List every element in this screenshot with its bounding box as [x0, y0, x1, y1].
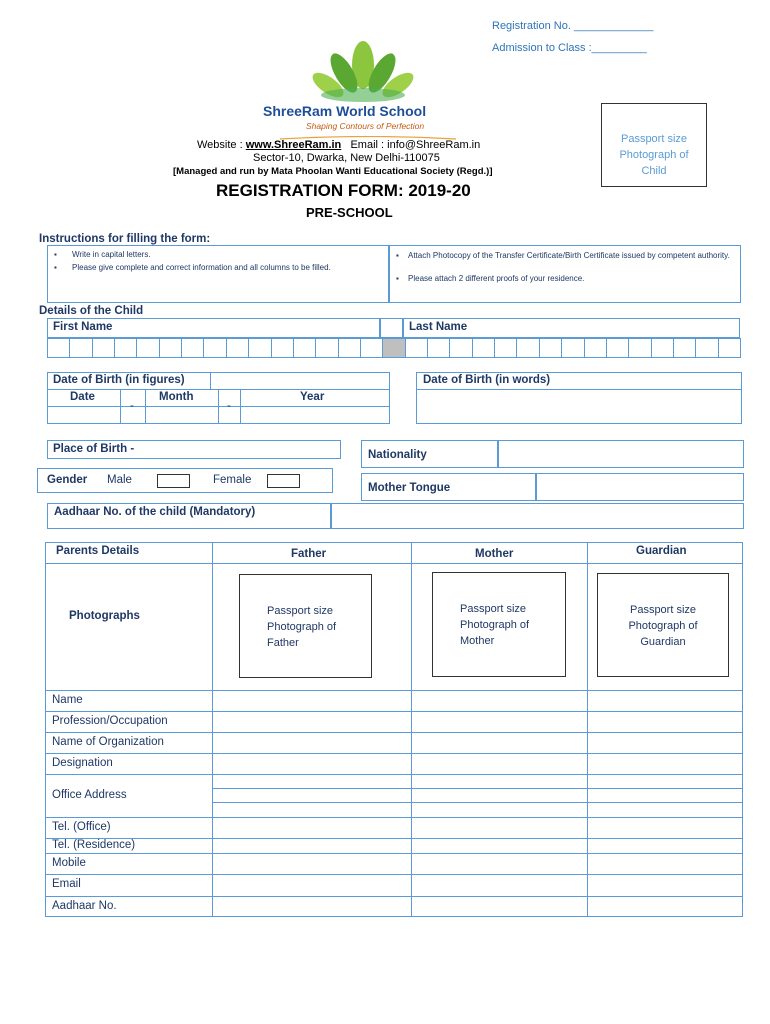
father-detail-input[interactable] — [212, 874, 411, 896]
name-letter-cell[interactable] — [159, 338, 182, 358]
name-letter-cell[interactable] — [69, 338, 92, 358]
parent-row-label: Tel. (Office) — [52, 820, 111, 833]
name-letter-cell[interactable] — [136, 338, 159, 358]
mother-tongue-label-box — [361, 473, 536, 501]
row-divider — [45, 874, 743, 875]
form-subtitle: PRE-SCHOOL — [306, 205, 393, 220]
instructions-left-box — [47, 245, 389, 303]
row-divider — [45, 896, 743, 897]
aadhaar-input[interactable] — [331, 503, 744, 529]
mother-detail-input[interactable] — [411, 732, 587, 753]
row-divider — [45, 711, 743, 712]
parent-row-label: Designation — [52, 756, 113, 769]
guardian-detail-input[interactable] — [587, 732, 743, 753]
child-photo-box[interactable] — [601, 103, 707, 187]
name-letter-cell — [382, 338, 405, 358]
email-text: Email : info@ShreeRam.in — [350, 139, 481, 151]
guardian-detail-input[interactable] — [587, 838, 743, 853]
row-divider — [45, 732, 743, 733]
date-label: Date — [70, 391, 95, 403]
mother-header: Mother — [475, 548, 514, 560]
name-letter-cell[interactable] — [673, 338, 696, 358]
father-detail-input[interactable] — [212, 817, 411, 838]
form-title: REGISTRATION FORM: 2019-20 — [216, 181, 471, 200]
guardian-detail-input[interactable] — [587, 711, 743, 732]
last-name-header — [403, 318, 740, 338]
name-letter-cell[interactable] — [92, 338, 115, 358]
mother-detail-input[interactable] — [411, 774, 587, 817]
month-input[interactable] — [145, 406, 219, 424]
name-letter-cell[interactable] — [360, 338, 383, 358]
father-detail-input[interactable] — [212, 896, 411, 917]
father-detail-input[interactable] — [212, 690, 411, 711]
instructions-right-box — [389, 245, 741, 303]
parent-row-label: Profession/Occupation — [52, 714, 168, 727]
nationality-label: Nationality — [368, 449, 427, 461]
dob-dash: - — [227, 400, 231, 412]
aadhaar-label-box — [47, 503, 331, 529]
name-letter-cell[interactable] — [427, 338, 450, 358]
dob-words-input[interactable] — [416, 389, 742, 424]
guardian-detail-input[interactable] — [587, 774, 743, 817]
gender-label: Gender — [47, 474, 88, 486]
month-label: Month — [159, 391, 194, 403]
name-gap — [380, 318, 403, 338]
managed-by: [Managed and run by Mata Phoolan Wanti Educational Society (Regd.)] — [173, 166, 493, 177]
instruction-item: ▪ Write in capital letters. — [54, 250, 151, 259]
mother-photo-box[interactable] — [432, 572, 566, 677]
mother-detail-input[interactable] — [411, 853, 587, 874]
last-name-label: Last Name — [409, 321, 468, 333]
name-letter-cell[interactable] — [338, 338, 361, 358]
name-letter-cell[interactable] — [718, 338, 741, 358]
name-letter-cell[interactable] — [561, 338, 584, 358]
male-label: Male — [107, 474, 132, 486]
row-divider — [45, 774, 743, 775]
child-section-title: Details of the Child — [39, 305, 144, 317]
first-name-header — [47, 318, 380, 338]
father-detail-input[interactable] — [212, 838, 411, 853]
name-letter-cell[interactable] — [114, 338, 137, 358]
parent-row-label: Tel. (Residence) — [52, 838, 136, 851]
name-letter-cell[interactable] — [203, 338, 226, 358]
mother-photo-label: Passport size Photograph of Mother — [460, 603, 530, 647]
aadhaar-label: Aadhaar No. of the child (Mandatory) — [54, 506, 256, 518]
name-letter-cell[interactable] — [539, 338, 562, 358]
row-divider — [45, 853, 743, 854]
name-letter-cell[interactable] — [405, 338, 428, 358]
guardian-detail-input[interactable] — [587, 874, 743, 896]
name-letter-cell[interactable] — [315, 338, 338, 358]
mother-detail-input[interactable] — [411, 874, 587, 896]
name-letter-cell[interactable] — [606, 338, 629, 358]
guardian-detail-input[interactable] — [587, 753, 743, 774]
child-photo-label: Passport size Photograph of Child — [619, 133, 689, 177]
name-letter-cell[interactable] — [449, 338, 472, 358]
father-photo-label: Passport size Photograph of Father — [267, 605, 337, 649]
mother-detail-input[interactable] — [411, 896, 587, 917]
name-letter-cell[interactable] — [584, 338, 607, 358]
name-letter-cell[interactable] — [695, 338, 718, 358]
row-divider — [45, 753, 743, 754]
name-letter-cell[interactable] — [293, 338, 316, 358]
father-photo-box[interactable] — [239, 574, 372, 678]
name-letter-cell[interactable] — [516, 338, 539, 358]
parent-details-rows — [45, 690, 743, 917]
name-letter-cell[interactable] — [181, 338, 204, 358]
mother-detail-input[interactable] — [411, 817, 587, 838]
parent-row-label: Aadhaar No. — [52, 899, 117, 912]
father-detail-input[interactable] — [212, 774, 411, 817]
father-detail-input[interactable] — [212, 753, 411, 774]
guardian-detail-input[interactable] — [587, 853, 743, 874]
address-subline — [212, 802, 743, 803]
instruction-item: ▪ Please give complete and correct information and all columns to be filled. — [54, 263, 331, 272]
year-label: Year — [300, 391, 325, 403]
registration-no-field[interactable]: Registration No. _____________ — [492, 20, 654, 32]
address-subline — [212, 788, 743, 789]
dob-figures-label: Date of Birth (in figures) — [53, 374, 185, 386]
school-name: ShreeRam World School — [263, 103, 427, 119]
website-label: Website : — [197, 139, 246, 151]
row-divider — [45, 838, 743, 839]
mother-detail-input[interactable] — [411, 690, 587, 711]
name-letter-cells — [47, 338, 740, 358]
parents-details-header: Parents Details — [56, 545, 140, 557]
instruction-item: ▪ Please attach 2 different proofs of your residence. — [396, 274, 585, 283]
mother-detail-input[interactable] — [411, 753, 587, 774]
guardian-detail-input[interactable] — [587, 690, 743, 711]
male-checkbox[interactable] — [157, 474, 190, 488]
parent-row-label: Mobile — [52, 856, 86, 869]
admission-class-field[interactable]: Admission to Class :_________ — [492, 42, 647, 54]
first-name-label: First Name — [53, 321, 113, 333]
guardian-detail-input[interactable] — [587, 817, 743, 838]
name-letter-cell[interactable] — [271, 338, 294, 358]
guardian-photo-box[interactable] — [597, 573, 729, 677]
date-input[interactable] — [47, 406, 121, 424]
dob-words-label: Date of Birth (in words) — [423, 374, 551, 386]
guardian-detail-input[interactable] — [587, 896, 743, 917]
father-detail-input[interactable] — [212, 853, 411, 874]
father-detail-input[interactable] — [212, 732, 411, 753]
female-checkbox[interactable] — [267, 474, 300, 488]
parent-row-label: Office Address — [52, 788, 127, 801]
nationality-label-box — [361, 440, 498, 468]
mother-tongue-label: Mother Tongue — [368, 482, 451, 494]
instruction-item: ▪ Attach Photocopy of the Transfer Certificate/Birth Certificate issued by competent authority. — [396, 251, 730, 260]
mother-tongue-input[interactable] — [536, 473, 744, 501]
dob-dash: - — [130, 400, 134, 412]
name-letter-cell[interactable] — [226, 338, 249, 358]
row-divider — [45, 817, 743, 818]
school-address: Sector-10, Dwarka, New Delhi-110075 — [253, 152, 440, 164]
nationality-input[interactable] — [498, 440, 744, 468]
mother-detail-input[interactable] — [411, 838, 587, 853]
father-header: Father — [291, 548, 327, 560]
place-of-birth-label: Place of Birth - — [53, 443, 135, 455]
school-logo — [298, 40, 428, 105]
parent-row-label: Email — [52, 878, 81, 890]
name-letter-cell[interactable] — [47, 338, 70, 358]
website-link[interactable]: www.ShreeRam.in — [245, 139, 342, 151]
mother-detail-input[interactable] — [411, 711, 587, 732]
school-tagline: Shaping Contours of Perfection — [306, 121, 425, 131]
name-letter-cell[interactable] — [472, 338, 495, 358]
photographs-label: Photographs — [69, 610, 140, 622]
tagline-swoosh — [278, 129, 458, 135]
year-input[interactable] — [240, 406, 390, 424]
guardian-header: Guardian — [636, 545, 687, 557]
place-of-birth-field[interactable] — [47, 440, 341, 459]
name-letter-cell[interactable] — [651, 338, 674, 358]
instructions-title: Instructions for filling the form: — [39, 233, 211, 245]
parent-row-label: Name — [52, 693, 83, 706]
parent-row-label: Name of Organization — [52, 735, 164, 748]
female-label: Female — [213, 474, 252, 486]
name-letter-cell[interactable] — [248, 338, 271, 358]
guardian-photo-label: Passport size Photograph of Guardian — [628, 604, 698, 648]
father-detail-input[interactable] — [212, 711, 411, 732]
website-line — [197, 139, 480, 151]
name-letter-cell[interactable] — [628, 338, 651, 358]
name-letter-cell[interactable] — [494, 338, 517, 358]
